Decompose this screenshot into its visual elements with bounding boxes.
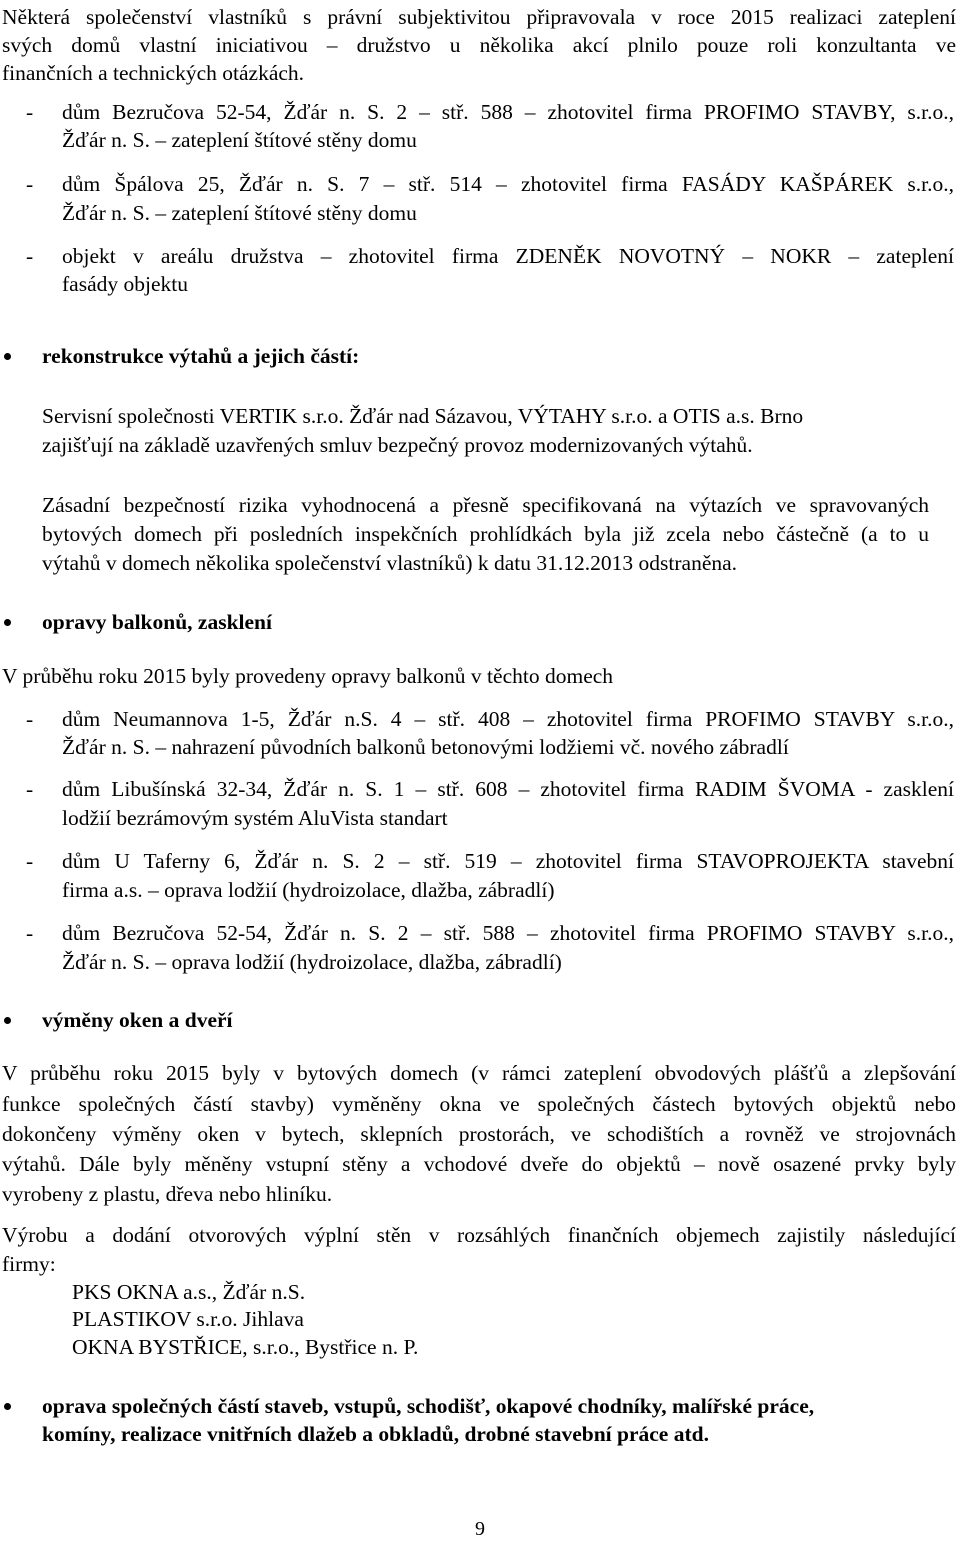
list-item-cont: Žďár n. S. – zateplení štítové stěny domu: [62, 128, 417, 152]
list-dash: -: [26, 777, 34, 801]
windows-p1-line-4: výtahů. Dále byly měněny vstupní stěny a vchodové dveře do objektů – nově osazené prvky byly: [2, 1152, 956, 1176]
intro-line-3: finančních a technických otázkách.: [2, 61, 305, 85]
windows-p1-line-1: V průběhu roku 2015 byly v bytových domech (v rámci zateplení obvodových plášťů a zlepšování: [2, 1061, 956, 1085]
list-dash: -: [26, 849, 34, 873]
list-item: dům Libušínská 32-34, Žďár n. S. 1 – stř. 608 – zhotovitel firma RADIM ŠVOMA - zasklení: [62, 777, 954, 801]
windows-p1-line-5: vyrobeny z plastu, dřeva nebo hliníku.: [2, 1182, 333, 1206]
bullet-icon: [4, 1403, 11, 1410]
list-item: dům Špálova 25, Žďár n. S. 7 – stř. 514 – zhotovitel firma FASÁDY KAŠPÁREK s.r.o.,: [62, 172, 954, 196]
firm-item: PKS OKNA a.s., Žďár n.S.: [72, 1280, 306, 1304]
list-item-cont: fasády objektu: [62, 272, 188, 296]
section-heading-balconies: opravy balkonů, zasklení: [42, 610, 272, 634]
list-dash: -: [26, 172, 34, 196]
list-item: dům U Taferny 6, Žďár n. S. 2 – stř. 519 – zhotovitel firma STAVOPROJEKTA stavební: [62, 849, 954, 873]
list-dash: -: [26, 707, 34, 731]
bullet-icon: [4, 1017, 11, 1024]
list-item-cont: Žďár n. S. – zateplení štítové stěny domu: [62, 201, 417, 225]
elevators-p1-line-1: Servisní společnosti VERTIK s.r.o. Žďár nad Sázavou, VÝTAHY s.r.o. a OTIS a.s. Brno: [42, 404, 804, 428]
windows-p1-line-3: dokončeny výměny oken v bytech, sklepních prostorách, ve schodištích a rovněž ve strojovnách: [2, 1122, 956, 1146]
list-item: dům Bezručova 52-54, Žďár n. S. 2 – stř. 588 – zhotovitel firma PROFIMO STAVBY s.r.o.,: [62, 921, 954, 945]
elevators-p2-line-1: Zásadní bezpečností rizika vyhodnocená a přesně specifikovaná na výtazích ve spravovaných: [42, 493, 929, 517]
list-item: dům Bezručova 52-54, Žďár n. S. 2 – stř. 588 – zhotovitel firma PROFIMO STAVBY, s.r.o.,: [62, 100, 954, 124]
balconies-intro: V průběhu roku 2015 byly provedeny opravy balkonů v těchto domech: [2, 664, 614, 688]
firm-item: PLASTIKOV s.r.o. Jihlava: [72, 1307, 304, 1331]
section-heading-windows: výměny oken a dveří: [42, 1008, 233, 1032]
section-heading-common-line-2: komíny, realizace vnitřních dlažeb a obkladů, drobné stavební práce atd.: [42, 1422, 709, 1446]
elevators-p2-line-2: bytových domech při posledních inspekčních prohlídkách byla již zcela nebo částečně (a to u: [42, 522, 929, 546]
firm-item: OKNA BYSTŘICE, s.r.o., Bystřice n. P.: [72, 1335, 419, 1359]
windows-p1-line-2: funkce společných částí stavby) vyměněny okna ve společných částech bytových objektů nebo: [2, 1092, 956, 1116]
intro-line-1: Některá společenství vlastníků s právní subjektivitou připravovala v roce 2015 realizaci zateplení: [2, 5, 956, 29]
list-item-cont: lodžií bezrámovým systém AluVista standart: [62, 806, 448, 830]
section-heading-elevators: rekonstrukce výtahů a jejich částí:: [42, 344, 360, 368]
intro-line-2: svých domů vlastní iniciativou – družstvo u několika akcí plnilo pouze roli konzultanta ve: [2, 33, 956, 57]
list-dash: -: [26, 100, 34, 124]
list-item-cont: Žďár n. S. – nahrazení původních balkonů betonovými lodžiemi vč. nového zábradlí: [62, 735, 789, 759]
elevators-p2-line-3: výtahů v domech několika společenství vlastníků) k datu 31.12.2013 odstraněna.: [42, 551, 738, 575]
page-number: 9: [475, 1518, 485, 1540]
elevators-p1-line-2: zajišťují na základě uzavřených smluv bezpečný provoz modernizovaných výtahů.: [42, 433, 753, 457]
list-item-cont: firma a.s. – oprava lodžií (hydroizolace, dlažba, zábradlí): [62, 878, 555, 902]
list-item-cont: Žďár n. S. – oprava lodžií (hydroizolace, dlažba, zábradlí): [62, 950, 562, 974]
windows-p2-line-2: firmy:: [2, 1252, 56, 1276]
section-heading-common-line-1: oprava společných částí staveb, vstupů, schodišť, okapové chodníky, malířské práce,: [42, 1394, 815, 1418]
bullet-icon: [4, 619, 11, 626]
list-item: objekt v areálu družstva – zhotovitel firma ZDENĚK NOVOTNÝ – NOKR – zateplení: [62, 244, 954, 268]
list-item: dům Neumannova 1-5, Žďár n.S. 4 – stř. 408 – zhotovitel firma PROFIMO STAVBY s.r.o.,: [62, 707, 954, 731]
windows-p2-line-1: Výrobu a dodání otvorových výplní stěn v rozsáhlých finančních objemech zajistily následující: [2, 1223, 956, 1247]
list-dash: -: [26, 244, 34, 268]
list-dash: -: [26, 921, 34, 945]
bullet-icon: [4, 353, 11, 360]
